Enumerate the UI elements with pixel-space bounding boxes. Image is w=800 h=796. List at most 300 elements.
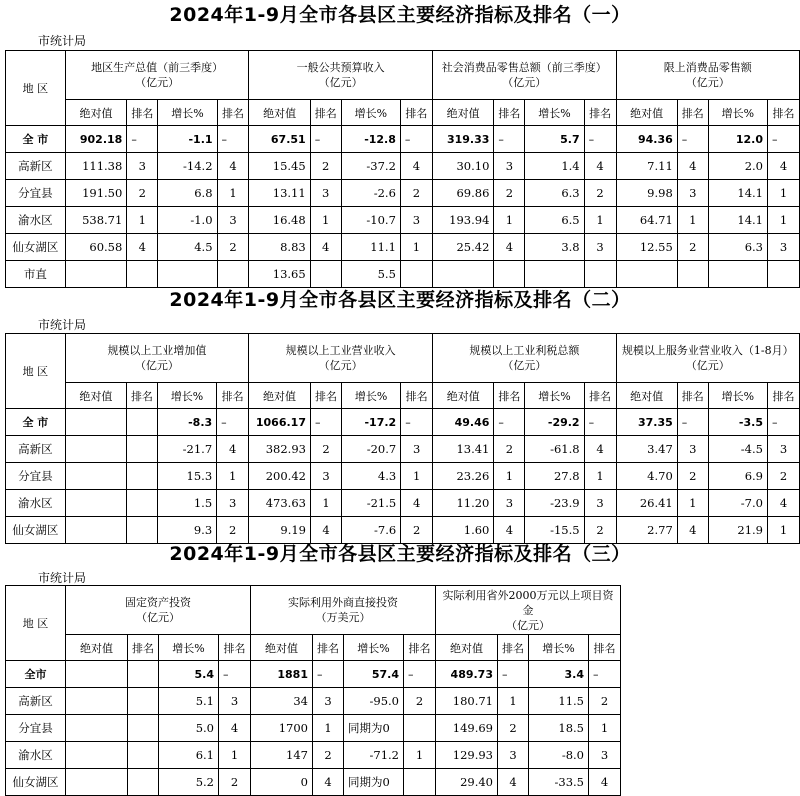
rank-cell: 3: [494, 153, 525, 180]
growth-cell: 5.5: [341, 261, 400, 288]
rank-cell: 3: [589, 742, 621, 769]
growth-cell: 14.1: [708, 180, 767, 207]
growth-header: 增长%: [525, 100, 584, 126]
absolute-value-cell: 3.47: [616, 436, 677, 463]
growth-cell: 5.2: [159, 769, 219, 796]
rank-cell: –: [767, 126, 799, 153]
absolute-value-header: 绝对值: [616, 383, 677, 409]
absolute-value-cell: 9.98: [616, 180, 677, 207]
growth-cell: 14.1: [708, 207, 767, 234]
absolute-value-cell: 538.71: [65, 207, 127, 234]
rank-cell: –: [404, 661, 436, 688]
indicator-name: 社会消费品零售总额（前三季度）: [441, 61, 607, 74]
absolute-value-header: 绝对值: [251, 635, 313, 661]
growth-cell: 5.4: [159, 661, 219, 688]
rank-header: 排名: [404, 635, 436, 661]
rank-cell: [404, 715, 436, 742]
growth-cell: -7.6: [341, 517, 400, 544]
rank-cell: [677, 261, 708, 288]
absolute-value-cell: [65, 409, 126, 436]
indicator-unit: （亿元）: [502, 76, 547, 89]
growth-cell: 5.7: [525, 126, 584, 153]
absolute-value-header: 绝对值: [249, 383, 311, 409]
rank-cell: –: [313, 661, 344, 688]
growth-cell: -15.5: [525, 517, 584, 544]
growth-cell: 6.1: [159, 742, 219, 769]
absolute-value-cell: [65, 490, 126, 517]
indicator-unit: （亿元）: [134, 359, 179, 372]
growth-header: 增长%: [341, 383, 400, 409]
rank-cell: 2: [767, 463, 799, 490]
growth-cell: 11.1: [341, 234, 400, 261]
rank-cell: 3: [217, 490, 249, 517]
region-cell: 渝水区: [6, 207, 66, 234]
absolute-value-cell: 191.50: [65, 180, 127, 207]
header-row: [6, 51, 800, 100]
indicator-unit: （亿元）: [135, 76, 180, 89]
indicator-name: 限上消费品零售额: [663, 61, 752, 74]
rank-cell: 4: [401, 490, 433, 517]
growth-cell: -8.0: [529, 742, 589, 769]
rank-cell: 3: [584, 490, 616, 517]
growth-cell: 1.4: [525, 153, 584, 180]
absolute-value-cell: 180.71: [436, 688, 498, 715]
rank-cell: 1: [313, 715, 344, 742]
growth-cell: -20.7: [341, 436, 400, 463]
growth-cell: 6.5: [525, 207, 584, 234]
rank-cell: –: [310, 126, 341, 153]
rank-cell: 1: [310, 207, 341, 234]
growth-cell: -1.1: [158, 126, 217, 153]
rank-header: 排名: [217, 100, 249, 126]
indicator-unit: （亿元）: [506, 618, 550, 632]
rank-cell: 4: [498, 769, 529, 796]
rank-cell: –: [584, 409, 616, 436]
rank-cell: 3: [767, 234, 799, 261]
rank-cell: 2: [310, 436, 341, 463]
rank-header: 排名: [401, 383, 433, 409]
rank-cell: 4: [767, 490, 799, 517]
absolute-value-header: 绝对值: [616, 100, 677, 126]
rank-cell: 2: [217, 234, 249, 261]
table-row: [6, 436, 800, 463]
rank-cell: 4: [584, 153, 616, 180]
rank-cell: 4: [767, 153, 799, 180]
absolute-value-cell: 1881: [251, 661, 313, 688]
rank-cell: 2: [127, 180, 158, 207]
rank-cell: 4: [494, 234, 525, 261]
rank-cell: 4: [677, 517, 708, 544]
rank-cell: [126, 409, 157, 436]
absolute-value-cell: 13.11: [249, 180, 310, 207]
region-cell: 全 市: [6, 409, 66, 436]
growth-cell: 15.3: [157, 463, 216, 490]
absolute-value-cell: [65, 517, 126, 544]
growth-cell: -95.0: [344, 688, 404, 715]
absolute-value-header: 绝对值: [432, 100, 494, 126]
table-row: [6, 490, 800, 517]
rank-cell: –: [767, 409, 799, 436]
indicator-unit: （亿元）: [136, 611, 180, 624]
table-row: [6, 153, 800, 180]
growth-header: 增长%: [341, 100, 400, 126]
table-2-unit-label: 市统计局: [38, 318, 87, 332]
rank-cell: [217, 261, 249, 288]
table-1-unit-label: 市统计局: [38, 34, 87, 48]
table-row: [6, 517, 800, 544]
absolute-value-cell: 16.48: [249, 207, 310, 234]
rank-cell: [126, 517, 157, 544]
rank-cell: 2: [494, 180, 525, 207]
growth-cell: 同期为0: [344, 769, 404, 796]
absolute-value-cell: 13.65: [249, 261, 310, 288]
growth-cell: 18.5: [529, 715, 589, 742]
growth-cell: 6.8: [158, 180, 217, 207]
rank-cell: 1: [584, 207, 616, 234]
table-row: [6, 261, 800, 288]
rank-cell: 4: [310, 234, 341, 261]
rank-cell: 2: [313, 742, 344, 769]
rank-cell: 1: [217, 180, 249, 207]
rank-header: 排名: [219, 635, 251, 661]
rank-cell: 2: [589, 688, 621, 715]
rank-cell: [128, 715, 159, 742]
rank-cell: 1: [767, 180, 799, 207]
rank-cell: 1: [767, 517, 799, 544]
table-1: [5, 50, 800, 288]
growth-header: 增长%: [525, 383, 584, 409]
absolute-value-cell: 2.77: [616, 517, 677, 544]
rank-cell: –: [219, 661, 251, 688]
rank-header: 排名: [498, 635, 529, 661]
table-3: [5, 585, 621, 796]
indicator-group-header: [249, 51, 432, 100]
growth-cell: 11.5: [529, 688, 589, 715]
absolute-value-cell: 15.45: [249, 153, 310, 180]
rank-cell: –: [584, 126, 616, 153]
growth-cell: 57.4: [344, 661, 404, 688]
rank-cell: –: [498, 661, 529, 688]
growth-cell: [525, 261, 584, 288]
absolute-value-cell: 1066.17: [249, 409, 311, 436]
rank-header: 排名: [584, 383, 616, 409]
indicator-group-header: [616, 334, 799, 383]
indicator-name: 规模以上服务业营业收入（1-8月）: [621, 344, 794, 357]
absolute-value-header: 绝对值: [66, 635, 128, 661]
rank-cell: 4: [127, 234, 158, 261]
growth-header: 增长%: [158, 100, 217, 126]
indicator-unit: （亿元）: [318, 76, 363, 89]
rank-header: 排名: [128, 635, 159, 661]
absolute-value-cell: 489.73: [436, 661, 498, 688]
indicator-unit: （万美元）: [315, 611, 371, 624]
rank-header: 排名: [677, 383, 708, 409]
absolute-value-cell: [66, 715, 128, 742]
region-cell: 仙女湖区: [6, 234, 66, 261]
table-row: [6, 463, 800, 490]
rank-cell: 1: [498, 688, 529, 715]
rank-cell: –: [494, 409, 525, 436]
rank-cell: [310, 261, 341, 288]
rank-cell: 2: [400, 180, 432, 207]
rank-cell: 4: [219, 715, 251, 742]
growth-cell: -21.5: [341, 490, 400, 517]
total-row: [6, 409, 800, 436]
indicator-name: 一般公共预算收入: [296, 61, 385, 74]
rank-cell: –: [217, 126, 249, 153]
indicator-group-header: [65, 51, 249, 100]
absolute-value-cell: 149.69: [436, 715, 498, 742]
rank-cell: [128, 661, 159, 688]
rank-cell: –: [494, 126, 525, 153]
growth-cell: -12.8: [341, 126, 400, 153]
rank-cell: 3: [310, 180, 341, 207]
growth-cell: -1.0: [158, 207, 217, 234]
rank-cell: 2: [404, 688, 436, 715]
rank-cell: [128, 688, 159, 715]
rank-cell: 3: [584, 234, 616, 261]
growth-header: 增长%: [708, 383, 767, 409]
indicator-group-header: [433, 334, 616, 383]
region-cell: 分宜县: [6, 463, 66, 490]
absolute-value-cell: 23.26: [433, 463, 494, 490]
growth-cell: 27.8: [525, 463, 584, 490]
rank-cell: [404, 769, 436, 796]
absolute-value-cell: 4.70: [616, 463, 677, 490]
table-row: [6, 207, 800, 234]
rank-cell: 2: [498, 715, 529, 742]
rank-cell: [126, 463, 157, 490]
region-cell: 市直: [6, 261, 66, 288]
rank-cell: –: [127, 126, 158, 153]
absolute-value-cell: 7.11: [616, 153, 677, 180]
rank-header: 排名: [584, 100, 616, 126]
rank-cell: –: [217, 409, 249, 436]
growth-header: 增长%: [529, 635, 589, 661]
growth-cell: 21.9: [708, 517, 767, 544]
rank-cell: 1: [217, 463, 249, 490]
region-cell: 高新区: [6, 436, 66, 463]
region-cell: 仙女湖区: [6, 769, 66, 796]
absolute-value-cell: [616, 261, 677, 288]
growth-cell: -71.2: [344, 742, 404, 769]
header-row: [6, 586, 621, 635]
rank-cell: [126, 436, 157, 463]
growth-cell: 3.8: [525, 234, 584, 261]
growth-cell: 6.3: [525, 180, 584, 207]
rank-cell: 1: [127, 207, 158, 234]
growth-header: 增长%: [157, 383, 216, 409]
rank-cell: 4: [310, 517, 341, 544]
indicator-name: 规模以上工业增加值: [107, 344, 207, 357]
indicator-group-header: [432, 51, 616, 100]
growth-cell: -8.3: [157, 409, 216, 436]
rank-header: 排名: [400, 100, 432, 126]
subheader-row: [6, 100, 800, 126]
indicator-name: 规模以上工业营业收入: [285, 344, 396, 357]
absolute-value-header: 绝对值: [433, 383, 494, 409]
indicator-group-header: [616, 51, 799, 100]
absolute-value-cell: 111.38: [65, 153, 127, 180]
growth-cell: 1.5: [157, 490, 216, 517]
rank-cell: 2: [401, 517, 433, 544]
rank-cell: [127, 261, 158, 288]
growth-cell: -37.2: [341, 153, 400, 180]
absolute-value-cell: 8.83: [249, 234, 310, 261]
absolute-value-cell: 382.93: [249, 436, 311, 463]
header-row: [6, 334, 800, 383]
rank-cell: 3: [677, 436, 708, 463]
rank-cell: 1: [677, 207, 708, 234]
rank-cell: 1: [494, 207, 525, 234]
absolute-value-cell: 29.40: [436, 769, 498, 796]
growth-cell: -7.0: [708, 490, 767, 517]
rank-cell: 1: [310, 490, 341, 517]
table-2-title: 2024年1-9月全市各县区主要经济指标及排名（二）: [169, 289, 631, 311]
rank-cell: [494, 261, 525, 288]
rank-cell: 4: [584, 436, 616, 463]
indicator-group-header: [65, 334, 248, 383]
growth-cell: 6.3: [708, 234, 767, 261]
absolute-value-cell: 26.41: [616, 490, 677, 517]
region-header: 地 区: [6, 334, 66, 409]
absolute-value-header: 绝对值: [249, 100, 310, 126]
region-cell: 全市: [6, 661, 66, 688]
absolute-value-cell: [65, 463, 126, 490]
region-header: 地 区: [6, 586, 66, 661]
growth-cell: -29.2: [525, 409, 584, 436]
absolute-value-cell: [66, 769, 128, 796]
rank-cell: 4: [589, 769, 621, 796]
rank-cell: 3: [400, 207, 432, 234]
absolute-value-cell: 12.55: [616, 234, 677, 261]
indicator-unit: （亿元）: [685, 76, 730, 89]
absolute-value-cell: 147: [251, 742, 313, 769]
absolute-value-cell: [66, 742, 128, 769]
growth-cell: -3.5: [708, 409, 767, 436]
growth-cell: 5.0: [159, 715, 219, 742]
rank-header: 排名: [126, 383, 157, 409]
rank-cell: 2: [494, 436, 525, 463]
growth-cell: -10.7: [341, 207, 400, 234]
rank-cell: 4: [313, 769, 344, 796]
region-cell: 分宜县: [6, 180, 66, 207]
table-3-unit-label: 市统计局: [38, 571, 87, 585]
rank-cell: –: [401, 409, 433, 436]
absolute-value-cell: 193.94: [432, 207, 494, 234]
absolute-value-cell: [432, 261, 494, 288]
growth-cell: -23.9: [525, 490, 584, 517]
absolute-value-cell: 37.35: [616, 409, 677, 436]
table-2: [5, 333, 800, 544]
growth-cell: [158, 261, 217, 288]
absolute-value-cell: 319.33: [432, 126, 494, 153]
indicator-unit: （亿元）: [318, 359, 363, 372]
indicator-name: 规模以上工业利税总额: [469, 344, 580, 357]
rank-cell: 3: [313, 688, 344, 715]
rank-cell: [128, 742, 159, 769]
growth-cell: -33.5: [529, 769, 589, 796]
growth-header: 增长%: [159, 635, 219, 661]
absolute-value-cell: 94.36: [616, 126, 677, 153]
rank-cell: [400, 261, 432, 288]
absolute-value-cell: 25.42: [432, 234, 494, 261]
rank-cell: [767, 261, 799, 288]
rank-cell: 3: [219, 688, 251, 715]
table-row: [6, 742, 621, 769]
rank-cell: 2: [219, 769, 251, 796]
growth-cell: [708, 261, 767, 288]
rank-cell: 1: [401, 463, 433, 490]
absolute-value-cell: 67.51: [249, 126, 310, 153]
indicator-name: 实际利用外商直接投资: [288, 596, 398, 609]
table-row: [6, 715, 621, 742]
growth-cell: -2.6: [341, 180, 400, 207]
indicator-group-header: [251, 586, 436, 635]
growth-cell: -21.7: [157, 436, 216, 463]
region-cell: 渝水区: [6, 490, 66, 517]
rank-cell: 2: [584, 517, 616, 544]
rank-header: 排名: [217, 383, 249, 409]
growth-cell: 3.4: [529, 661, 589, 688]
region-cell: 高新区: [6, 688, 66, 715]
rank-cell: 3: [127, 153, 158, 180]
rank-cell: 1: [404, 742, 436, 769]
region-cell: 高新区: [6, 153, 66, 180]
indicator-name: 地区生产总值（前三季度）: [91, 61, 224, 74]
absolute-value-cell: 473.63: [249, 490, 311, 517]
growth-header: 增长%: [708, 100, 767, 126]
region-cell: 分宜县: [6, 715, 66, 742]
rank-cell: [126, 490, 157, 517]
growth-cell: 12.0: [708, 126, 767, 153]
growth-cell: 2.0: [708, 153, 767, 180]
absolute-value-cell: 0: [251, 769, 313, 796]
rank-header: 排名: [494, 383, 525, 409]
rank-cell: [128, 769, 159, 796]
rank-cell: 4: [494, 517, 525, 544]
absolute-value-cell: 13.41: [433, 436, 494, 463]
total-row: [6, 126, 800, 153]
rank-header: 排名: [127, 100, 158, 126]
subheader-row: [6, 383, 800, 409]
rank-header: 排名: [494, 100, 525, 126]
absolute-value-header: 绝对值: [436, 635, 498, 661]
rank-cell: –: [677, 126, 708, 153]
growth-cell: 4.5: [158, 234, 217, 261]
table-row: [6, 688, 621, 715]
rank-header: 排名: [767, 383, 799, 409]
rank-cell: –: [677, 409, 708, 436]
rank-header: 排名: [313, 635, 344, 661]
absolute-value-cell: [66, 688, 128, 715]
region-cell: 仙女湖区: [6, 517, 66, 544]
rank-header: 排名: [310, 383, 341, 409]
region-cell: 全 市: [6, 126, 66, 153]
absolute-value-cell: 200.42: [249, 463, 311, 490]
rank-cell: 1: [767, 207, 799, 234]
absolute-value-cell: [66, 661, 128, 688]
rank-header: 排名: [677, 100, 708, 126]
absolute-value-header: 绝对值: [65, 100, 127, 126]
rank-cell: 1: [677, 490, 708, 517]
absolute-value-cell: 64.71: [616, 207, 677, 234]
growth-cell: 5.1: [159, 688, 219, 715]
indicator-unit: （亿元）: [685, 359, 730, 372]
rank-cell: 3: [767, 436, 799, 463]
absolute-value-cell: 11.20: [433, 490, 494, 517]
growth-header: 增长%: [344, 635, 404, 661]
